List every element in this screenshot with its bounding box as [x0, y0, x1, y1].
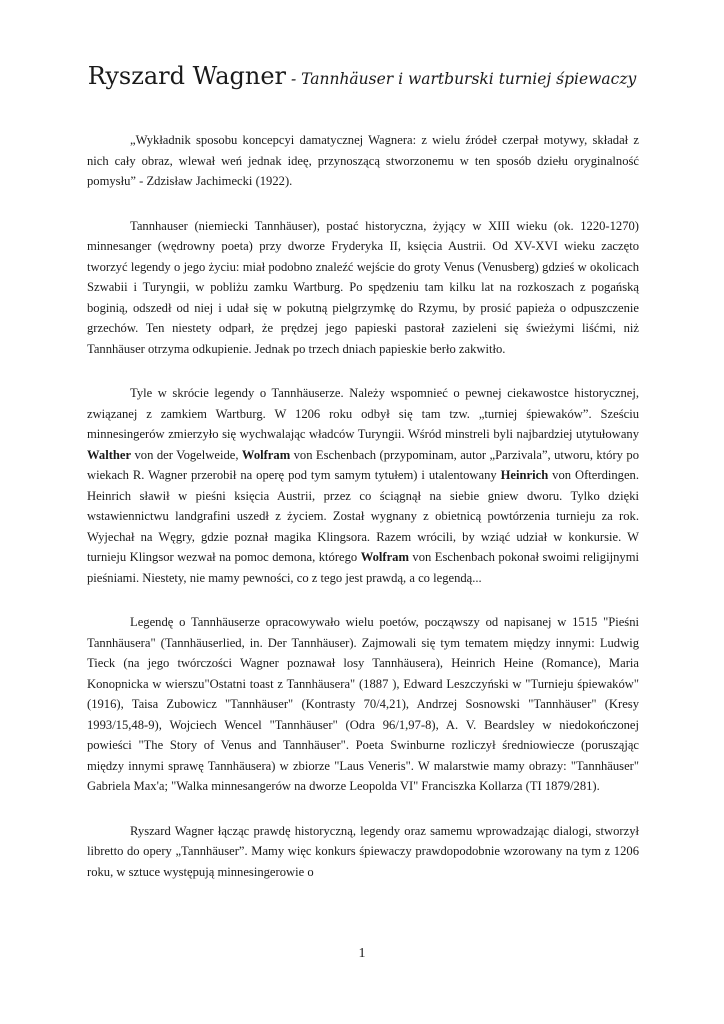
title-subtitle: Tannhäuser i wartburski turniej śpiewaczy — [301, 70, 637, 88]
text-run: von Eschenbach pokonał swoimi religijnymi pieśniami. Niestety, nie mamy pewności, co z tego jest prawdą, a co legendą... — [87, 550, 639, 585]
text-run: von Eschenbach (przypominam, autor „Parzivala”, utworu, który po wiekach R. Wagner przerobił na operę pod tym samym tytułem) i utalentowany — [87, 447, 639, 482]
paragraph-libretto: Ryszard Wagner łącząc prawdę historyczną, legendy oraz samemu wprowadzając dialogi, stworzył libretto do opery „Tannhäuser”. Mamy więc konkurs śpiewaczy prawdopodobnie wzorowany na tym z 1206 roku, w sztuce występują minnesingerowie o — [87, 823, 639, 879]
title-separator: - — [286, 70, 302, 88]
bold-name-wolfram: Wolfram — [241, 447, 291, 462]
bold-name-wolfram: Wolfram — [360, 550, 409, 564]
paragraph-adaptations: Legendę o Tannhäuserze opracowywało wielu poetów, począwszy od napisanej w 1515 "Pieśni Tannhäusera" (Tannhäuserlied, in. Der Tannhäuser). Zajmowali się tym tematem między innymi: Ludwig Tieck (na jego twórczości Wagner poznawał losy Tannhäusera), Heinrich Heine (Romance), Maria Konopnicka w wierszu"Ostatni toast z Tannhäusera" (1887 ), Edward Leszczyński w "Turnieju śpiewaków" (1916), Taisa Zubowicz "Tannhäuser" (Kontrasty 70/4,21), Andrzej Sosnowski "Tannhäuser" (Kresy 1993/15,48-9), Wojciech Wencel "Tannhäuser" (Odra 96/1,97-8), A. V. Beardsley w niedokończonej powieści "The Story of Venus and Tannhäuser". Poeta Swinburne rozliczył średniowiecze (porusząjąc między innymi sprawę Tannhäusera) w zbiorze "Laus Veneris". W malarstwie mamy obrazy: "Tannhäuser" Gabriela Max'a; "Walka minnesangerów na dworze Leopolda VI" Franciszka Kollarza (TI 1879/281). — [87, 615, 639, 793]
page-number: 1 — [358, 946, 366, 961]
bold-name-heinrich: Heinrich — [500, 468, 549, 482]
document-body — [87, 130, 639, 882]
document-title — [0, 58, 724, 97]
title-main: Ryszard Wagner — [87, 62, 287, 90]
bold-name-walther: Walther — [87, 447, 132, 462]
text-run: Tyle w skrócie legendy o Tannhäuserze. Należy wspomnieć o pewnej ciekawostce historycznej, związanej z zamkiem Wartburg. W 1206 roku odbył się tam tzw. „turniej śpiewaków”. Sześciu minnesingerów zmierzyło się wychwalając władców Turyngii. Wśród minstreli byli najbardziej utytułowany — [87, 386, 639, 441]
paragraph-tournament — [87, 383, 639, 588]
text-run: von Ofterdingen. Heinrich sławił w pieśni księcia Austrii, przez co ściągnął na siebie gniew dworu. Tylko dzięki wstawiennictwu landgrafini uszedł z życiem. Został wygnany z obietnicą powtórzenia turnieju za rok. Wyjechał na Węgry, gdzie poznał magika Klingsora. Razem wrócili, by wziąć udział w konkursie. W turnieju Klingsor wezwał na pomoc demona, którego — [87, 468, 639, 564]
text-run: von der Vogelweide, — [131, 447, 242, 462]
paragraph-quote: „Wykładnik sposobu koncepcyi damatycznej Wagnera: z wielu źródeł czerpał motywy, składał z nich cały obraz, wlewał weń jednak ideę, przynoszącą stworzonemu w ten sposób dziełu oryginalność pomysłu” - Zdzisław Jachimecki (1922). — [87, 133, 639, 188]
paragraph-history: Tannhauser (niemiecki Tannhäuser), postać historyczna, żyjący w XIII wieku (ok. 1220-1270) minnesanger (wędrowny poeta) przy dworze Fryderyka II, księcia Austrii. Od XV-XVI wieku zaczęto tworzyć legendy o jego życiu: miał podobno znaleźć wejście do groty Venus (Venusberg) gdzieś w okolicach Szwabii i Turyngii, w pobliżu zamku Wartburg. Po spędzeniu tam kilku lat na rozkoszach z pogańską boginią, odszedł od niej i udał się w pokutną pielgrzymkę do Rzymu, by prosić papieża o odpuszczenie grzechów. Ten niestety odparł, że prędzej jego papieski pastorał zazieleni się świeżymi liśćmi, niż Tannhäuser otrzyma odkupienie. Jednak po trzech dniach papieskie berło zakwitło. — [87, 218, 639, 356]
